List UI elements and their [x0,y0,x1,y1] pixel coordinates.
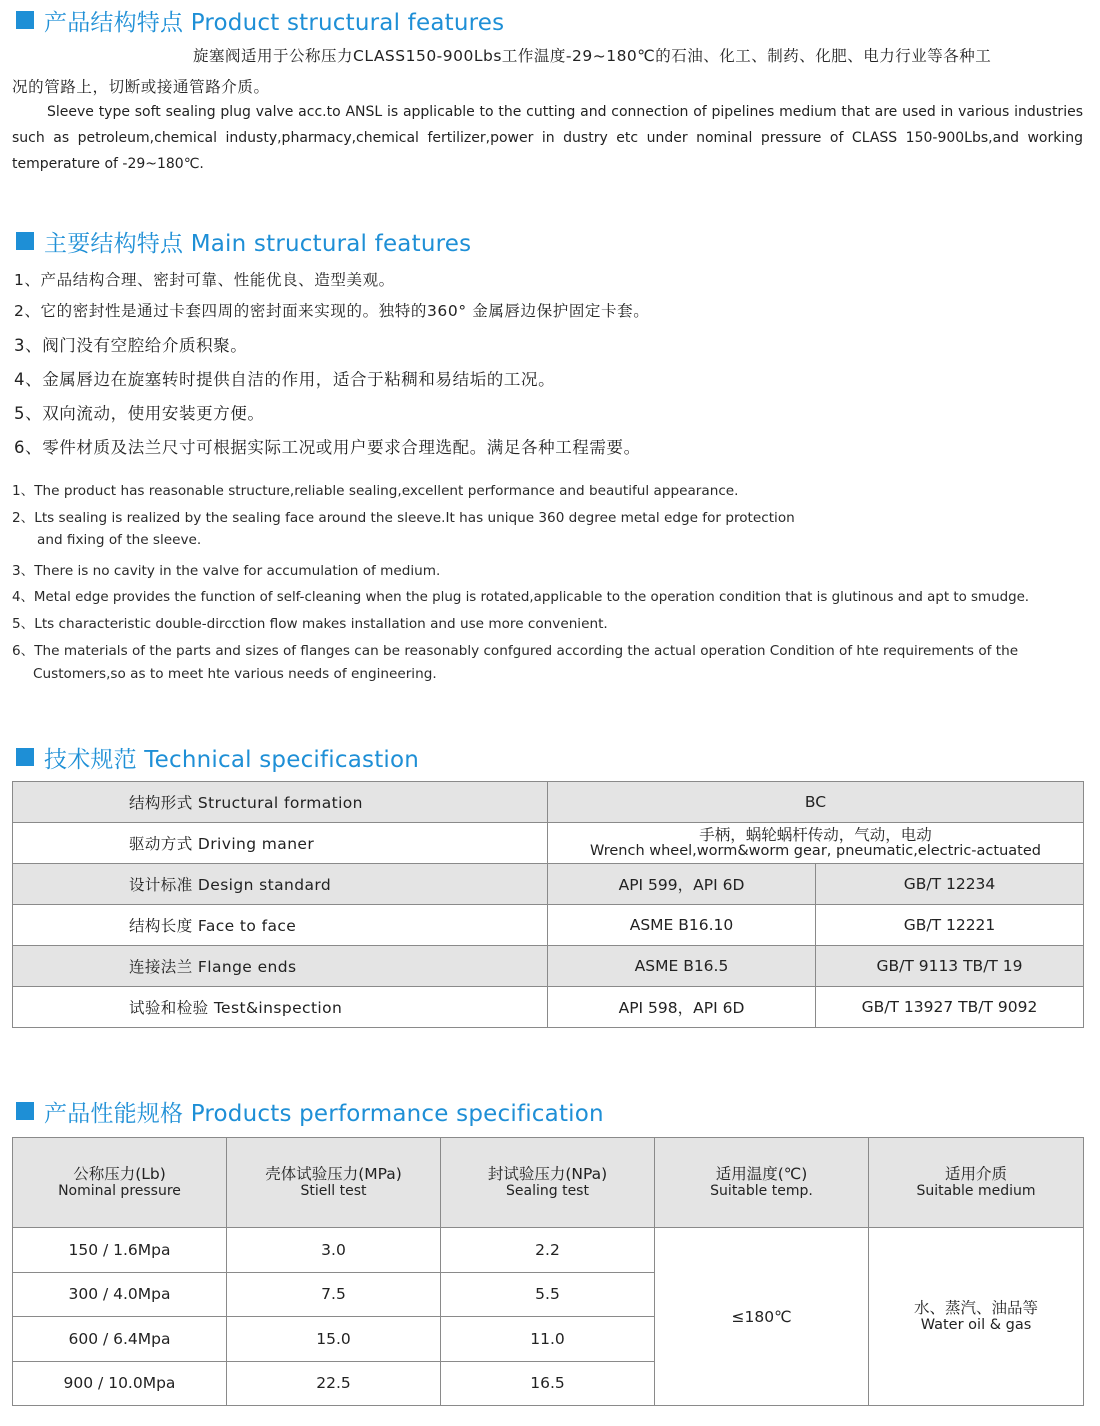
cn-feature-item: 6、零件材质及法兰尺寸可根据实际工况或用户要求合理选配。满足各种工程需要。 [14,438,641,457]
header-shell-test: 壳体试验压力(MPa) Stiell test [227,1138,441,1228]
medium-cn: 水、蒸汽、油品等 [913,1298,1038,1317]
header-suitable-medium: 适用介质 Suitable medium [869,1138,1084,1228]
section-title: 技术规范 Technical specificastion [44,746,420,773]
spec-label: 结构形式 Structural formation [13,782,548,823]
cell-shell: 3.0 [227,1228,441,1273]
en-feature-line: and fixing of the sleeve. [37,532,202,548]
section-heading-main-features [16,226,471,256]
section-title: 产品结构特点 Product structural features [44,9,505,36]
cell-seal: 16.5 [441,1361,655,1406]
spec-label: 结构长度 Face to face [13,905,548,946]
technical-spec-table [12,781,1084,1028]
section-title: 产品性能规格 Products performance specification [44,1100,604,1127]
medium-en: Water oil & gas [920,1316,1032,1333]
spec-value-gb: GB/T 12221 [816,905,1084,946]
cell-temp: ≤180℃ [655,1228,869,1406]
square-bullet-icon [16,232,34,250]
cell-pressure: 900 / 10.0Mpa [13,1361,227,1406]
spec-value: BC [548,782,1084,823]
header-sealing-test: 封试验压力(NPa) Sealing test [441,1138,655,1228]
section-title: 主要结构特点 Main structural features [44,230,472,257]
spec-label: 连接法兰 Flange ends [13,946,548,987]
spec-value-en: Wrench wheel,worm&worm gear, pneumatic,electric-actuated [590,843,1041,859]
table-row [13,987,1084,1028]
performance-spec-table [12,1137,1084,1406]
cell-seal: 5.5 [441,1272,655,1317]
en-paragraph-line1: Sleeve type soft sealing plug valve acc.to ANSL is applicable to the cutting and connection of pipelines medium that are used in various industries [47,104,1083,120]
cell-shell: 7.5 [227,1272,441,1317]
table-row [13,823,1084,864]
spec-value-api: API 599，API 6D [548,864,816,905]
cell-pressure: 300 / 4.0Mpa [13,1272,227,1317]
cn-feature-item: 2、它的密封性是通过卡套四周的密封面来实现的。独特的360° 金属唇边保护固定卡套。 [14,302,650,320]
header-suitable-temp: 适用温度(℃) Suitable temp. [655,1138,869,1228]
en-paragraph-line3: temperature of -29~180℃. [12,156,204,172]
table-row [13,946,1084,987]
spec-value-api: ASME B16.5 [548,946,816,987]
cn-paragraph-line2: 况的管路上，切断或接通管路介质。 [12,78,270,96]
spec-value [548,823,1084,864]
spec-value-api: API 598，API 6D [548,987,816,1028]
section-heading-technical [16,742,419,772]
en-feature-line: 1、The product has reasonable structure,reliable sealing,excellent performance and beautiful appearance. [12,483,739,499]
header-nominal-pressure: 公称压力(Lb) Nominal pressure [13,1138,227,1228]
table-row [13,1228,1084,1273]
spec-label: 设计标准 Design standard [13,864,548,905]
cell-seal: 2.2 [441,1228,655,1273]
cn-paragraph-line1: 旋塞阀适用于公称压力CLASS150-900Lbs工作温度-29~180℃的石油、化工、制药、化肥、电力行业等各种工 [193,47,992,65]
spec-value-gb: GB/T 9113 TB/T 19 [816,946,1084,987]
en-feature-line: 6、The materials of the parts and sizes of flanges can be reasonably confgured according the actual operation Condition of hte requirements of the [12,643,1019,659]
cell-pressure: 600 / 6.4Mpa [13,1317,227,1362]
table-row [13,782,1084,823]
en-feature-line: Customers,so as to meet hte various needs of engineering. [33,666,437,682]
square-bullet-icon [16,11,34,29]
en-feature-line: 4、Metal edge provides the function of self-cleaning when the plug is rotated,applicable to the operation condition that is glutinous and apt to smudge. [12,590,1030,605]
spec-label: 驱动方式 Driving maner [13,823,548,864]
spec-value-gb: GB/T 13927 TB/T 9092 [816,987,1084,1028]
section-heading-product-features [16,5,504,35]
table-row [13,864,1084,905]
spec-value-gb: GB/T 12234 [816,864,1084,905]
spec-value-api: ASME B16.10 [548,905,816,946]
cell-shell: 15.0 [227,1317,441,1362]
cell-pressure: 150 / 1.6Mpa [13,1228,227,1273]
spec-value-cn: 手柄，蜗轮蜗杆传动，气动，电动 [699,826,932,844]
spec-label: 试验和检验 Test&inspection [13,987,548,1028]
cell-medium [869,1228,1084,1406]
en-feature-line: 3、There is no cavity in the valve for accumulation of medium. [12,563,441,579]
en-feature-line: 2、Lts sealing is realized by the sealing face around the sleeve.It has unique 360 degree metal edge for protection [12,510,795,526]
section-heading-performance [16,1096,604,1126]
en-feature-line: 5、Lts characteristic double-dircction flow makes installation and use more convenient. [12,616,608,632]
cell-shell: 22.5 [227,1361,441,1406]
cn-feature-item: 4、金属唇边在旋塞转时提供自洁的作用，适合于粘稠和易结垢的工况。 [14,370,556,389]
table-row [13,905,1084,946]
cell-seal: 11.0 [441,1317,655,1362]
en-paragraph-line2: such as petroleum,chemical industy,pharmacy,chemical fertilizer,power in dustry etc under nominal pressure of CLASS 150-900Lbs,and working [12,130,1083,146]
square-bullet-icon [16,748,34,766]
table-header-row [13,1138,1084,1228]
cn-feature-item: 5、双向流动，使用安装更方便。 [14,404,265,423]
square-bullet-icon [16,1102,34,1120]
cn-feature-item: 1、产品结构合理、密封可靠、性能优良、造型美观。 [14,271,395,289]
cn-feature-item: 3、阀门没有空腔给介质积聚。 [14,336,248,355]
